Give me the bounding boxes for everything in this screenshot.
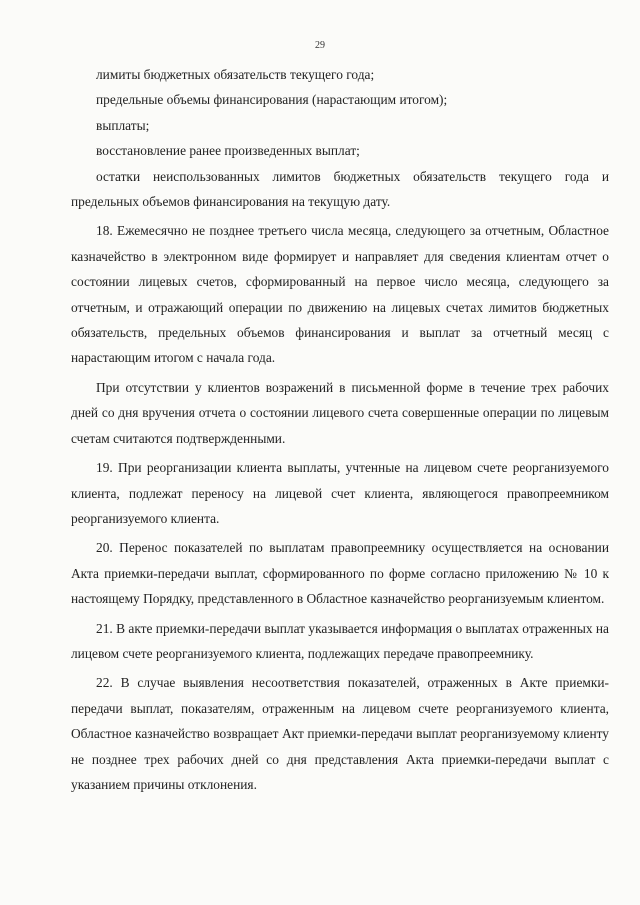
list-item-limits: лимиты бюджетных обязательств текущего года; [96, 67, 375, 82]
paragraph-20: 20. Перенос показателей по выплатам правопреемнику осуществляется на основании Акта приемки-передачи выплат, сформированного по форме согласно приложению № 10 к настоящему Порядку, представленного в Областное казначейство реорганизуемым клиентом. [71, 540, 609, 607]
paragraph-21: 21. В акте приемки-передачи выплат указывается информация о выплатах отраженных на лицевом счете реорганизуемого клиента, подлежащих передаче правопреемнику. [71, 620, 609, 661]
list-item-financing: предельные объемы финансирования (нарастающим итогом); [96, 92, 448, 108]
paragraph-objections: При отсутствии у клиентов возражений в письменной форме в течение трех рабочих дней со дня вручения отчета о состоянии лицевого счета совершенные операции по лицевым счетам считаются подтвержденными. [71, 379, 609, 446]
page-number: 29 [315, 40, 325, 51]
document-body [71, 62, 609, 801]
list-item-payments: выплаты; [96, 117, 150, 133]
paragraph-19: 19. При реорганизации клиента выплаты, учтенные на лицевом счете реорганизуемого клиента, подлежат переносу на лицевой счет клиента, являющегося правопреемником реорганизуемого клиента. [71, 460, 609, 526]
paragraph-22: 22. В случае выявления несоответствия показателей, отраженных в Акте приемки-передачи выплат, показателям, отраженным на лицевом счете реорганизуемого клиента, Областное казначейство возвращает Акт приемки-передачи выплат реорганизуемому клиенту не позднее трех рабочих дней со дня представления Акта приемки-передачи выплат с указанием причины отклонения. [71, 675, 609, 792]
paragraph-balances: остатки неиспользованных лимитов бюджетных обязательств текущего года и предельных объемов финансирования на текущую дату. [71, 168, 609, 210]
paragraph-18: 18. Ежемесячно не позднее третьего числа месяца, следующего за отчетным, Областное казначейство в электронном виде формирует и направляет для сведения клиентам отчет о состоянии лицевых счетов, сформированный на первое число месяца, следующего за отчетным, и отражающий операции по движению на лицевых счетах лимитов бюджетных обязательств, предельных объемов финансирования и выплат за отчетный месяц с нарастающим итогом с начала года. [71, 223, 609, 366]
list-item-restoration: восстановление ранее произведенных выплат; [96, 143, 360, 159]
